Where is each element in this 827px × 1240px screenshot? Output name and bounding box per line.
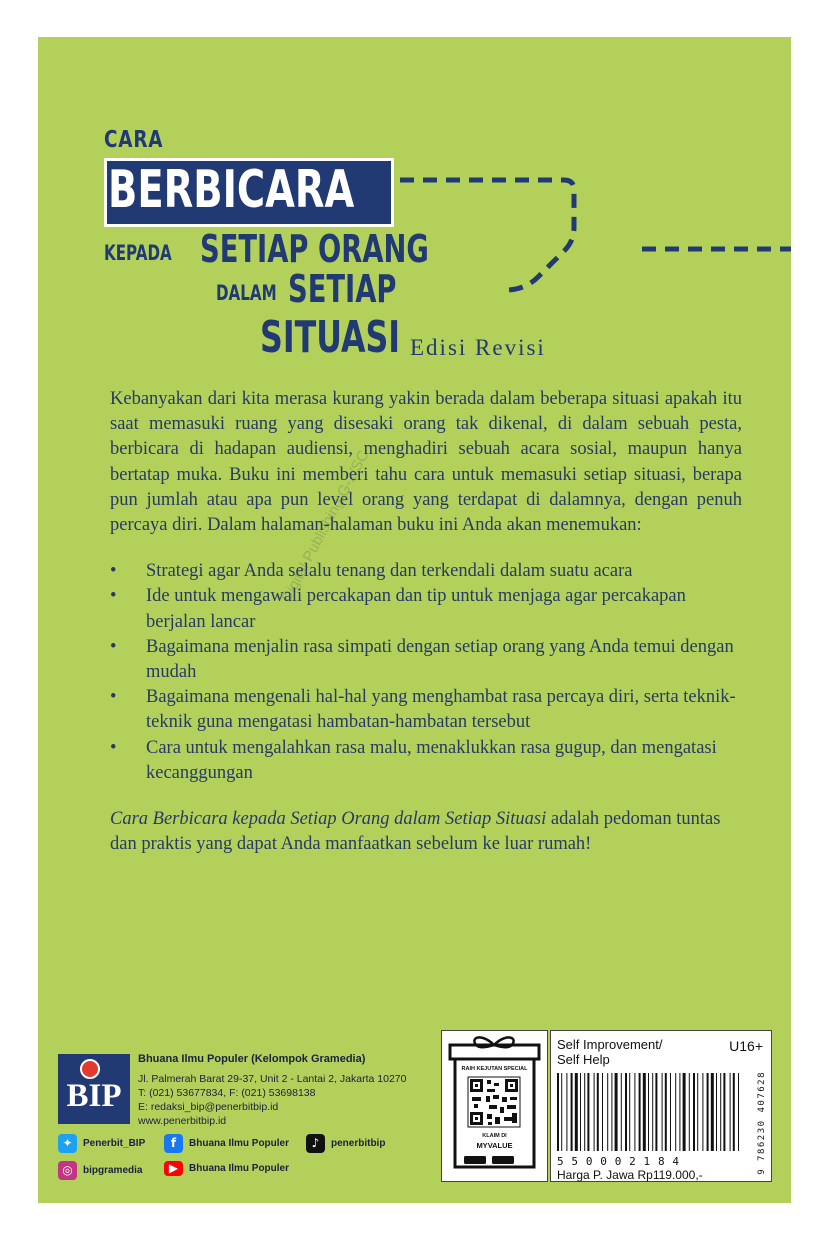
bullet-list — [110, 559, 742, 786]
social-youtube — [164, 1161, 289, 1176]
intro-paragraph: Kebanyakan dari kita merasa kurang yakin berada dalam beberapa situasi apakah itu saat memasuki ruang yang disesaki orang tak dikenal, di dalam sebuah pesta, berbicara di hadapan audiensi, menghadiri sebuah acara sosial, maupun hanya bertatap muka. Buku ini memberi tahu cara untuk memasuki setiap situasi, berapa pun jumlah atau apa pun level orang yang terdapat di dalamnya, dengan penuh percaya diri. Dalam halaman-halaman buku ini Anda akan menemukan: — [110, 389, 742, 536]
blurb — [110, 387, 742, 857]
publisher-logo — [58, 1054, 130, 1124]
list-item: • Bagaimana menjalin rasa simpati dengan setiap orang yang Anda temui dengan mudah — [110, 635, 742, 685]
gift-brand: MYVALUE — [476, 1141, 513, 1150]
twitter-handle: Penerbit_BIP — [83, 1138, 146, 1149]
title-setiap-orang: SETIAP ORANG — [200, 227, 429, 271]
social-tiktok — [306, 1134, 385, 1153]
gift-icon — [442, 1031, 547, 1181]
category-line-1: Self Improvement/ — [557, 1037, 663, 1052]
price-label: Harga P. Jawa Rp119.000,- — [557, 1168, 703, 1182]
social-twitter — [58, 1134, 145, 1153]
title-situasi: SITUASI — [260, 312, 401, 363]
title-kepada: KEPADA — [104, 241, 172, 265]
edition-label: Edisi Revisi — [410, 335, 546, 360]
title-dalam: DALAM — [216, 281, 277, 305]
category-label — [557, 1037, 663, 1067]
youtube-handle: Bhuana Ilmu Populer — [189, 1163, 290, 1174]
logo-dot-icon — [80, 1059, 100, 1079]
title-berbicara: BERBICARA — [108, 160, 355, 220]
instagram-handle: bipgramedia — [83, 1165, 143, 1176]
publisher-name: Bhuana Ilmu Populer (Kelompok Gramedia) — [138, 1053, 366, 1065]
list-item: • Ide untuk mengawali percakapan dan tip untuk menjaga agar percakapan berjalan lancar — [110, 584, 742, 634]
barcode-icon — [557, 1073, 747, 1153]
barcode-digits: 550002184 — [557, 1155, 687, 1168]
publisher-website: www.penerbitbip.id — [138, 1115, 227, 1127]
tiktok-icon: ♪ — [306, 1134, 325, 1153]
closing-paragraph — [110, 807, 742, 857]
twitter-icon: ✦ — [58, 1134, 77, 1153]
list-item: • Bagaimana mengenali hal-hal yang menghambat rasa percaya diri, serta teknik-teknik guna mengatasi hambatan-hambatan tersebut — [110, 685, 742, 735]
list-item: • Strategi agar Anda selalu tenang dan terkendali dalam suatu acara — [110, 559, 742, 584]
gift-qr-box — [441, 1030, 548, 1182]
age-rating: U16+ — [729, 1038, 763, 1054]
title-cara: CARA — [104, 127, 164, 153]
facebook-icon: f — [164, 1134, 183, 1153]
category-line-2: Self Help — [557, 1052, 610, 1067]
qr-code-icon — [468, 1077, 520, 1127]
publisher-phone: T: (021) 53677834, F: (021) 53698138 — [138, 1087, 316, 1099]
facebook-handle: Bhuana Ilmu Populer — [189, 1138, 290, 1149]
book-title-italic: Cara Berbicara kepada Setiap Orang dalam Setiap Situasi — [110, 809, 547, 830]
back-cover — [38, 37, 791, 1203]
tiktok-handle: penerbitbip — [331, 1138, 386, 1149]
closing-text: adalah pedoman tuntas dan praktis yang dapat Anda manfaatkan sebelum ke luar rumah! — [110, 809, 721, 855]
social-instagram — [58, 1161, 142, 1180]
publisher-address: Jl. Palmerah Barat 29-37, Unit 2 - Lantai 2, Jakarta 10270 — [138, 1073, 407, 1085]
instagram-icon: ◎ — [58, 1161, 77, 1180]
youtube-icon: ▶ — [164, 1161, 183, 1176]
barcode-box — [550, 1030, 772, 1182]
social-facebook — [164, 1134, 289, 1153]
gift-top-label: RAIH KEJUTAN SPECIAL — [461, 1066, 528, 1072]
list-item: • Cara untuk mengalahkan rasa malu, menaklukkan rasa gugup, dan mengatasi kecanggungan — [110, 736, 742, 786]
title-setiap: SETIAP — [288, 267, 397, 311]
isbn-number: 9 786230 407628 — [757, 1071, 767, 1175]
watermark: Digital Publishing G-2/SC — [278, 447, 373, 605]
logo-text: BIP — [66, 1078, 122, 1114]
gift-claim-label: KLAIM DI — [482, 1133, 507, 1139]
publisher-email: E: redaksi_bip@penerbitbip.id — [138, 1101, 279, 1113]
